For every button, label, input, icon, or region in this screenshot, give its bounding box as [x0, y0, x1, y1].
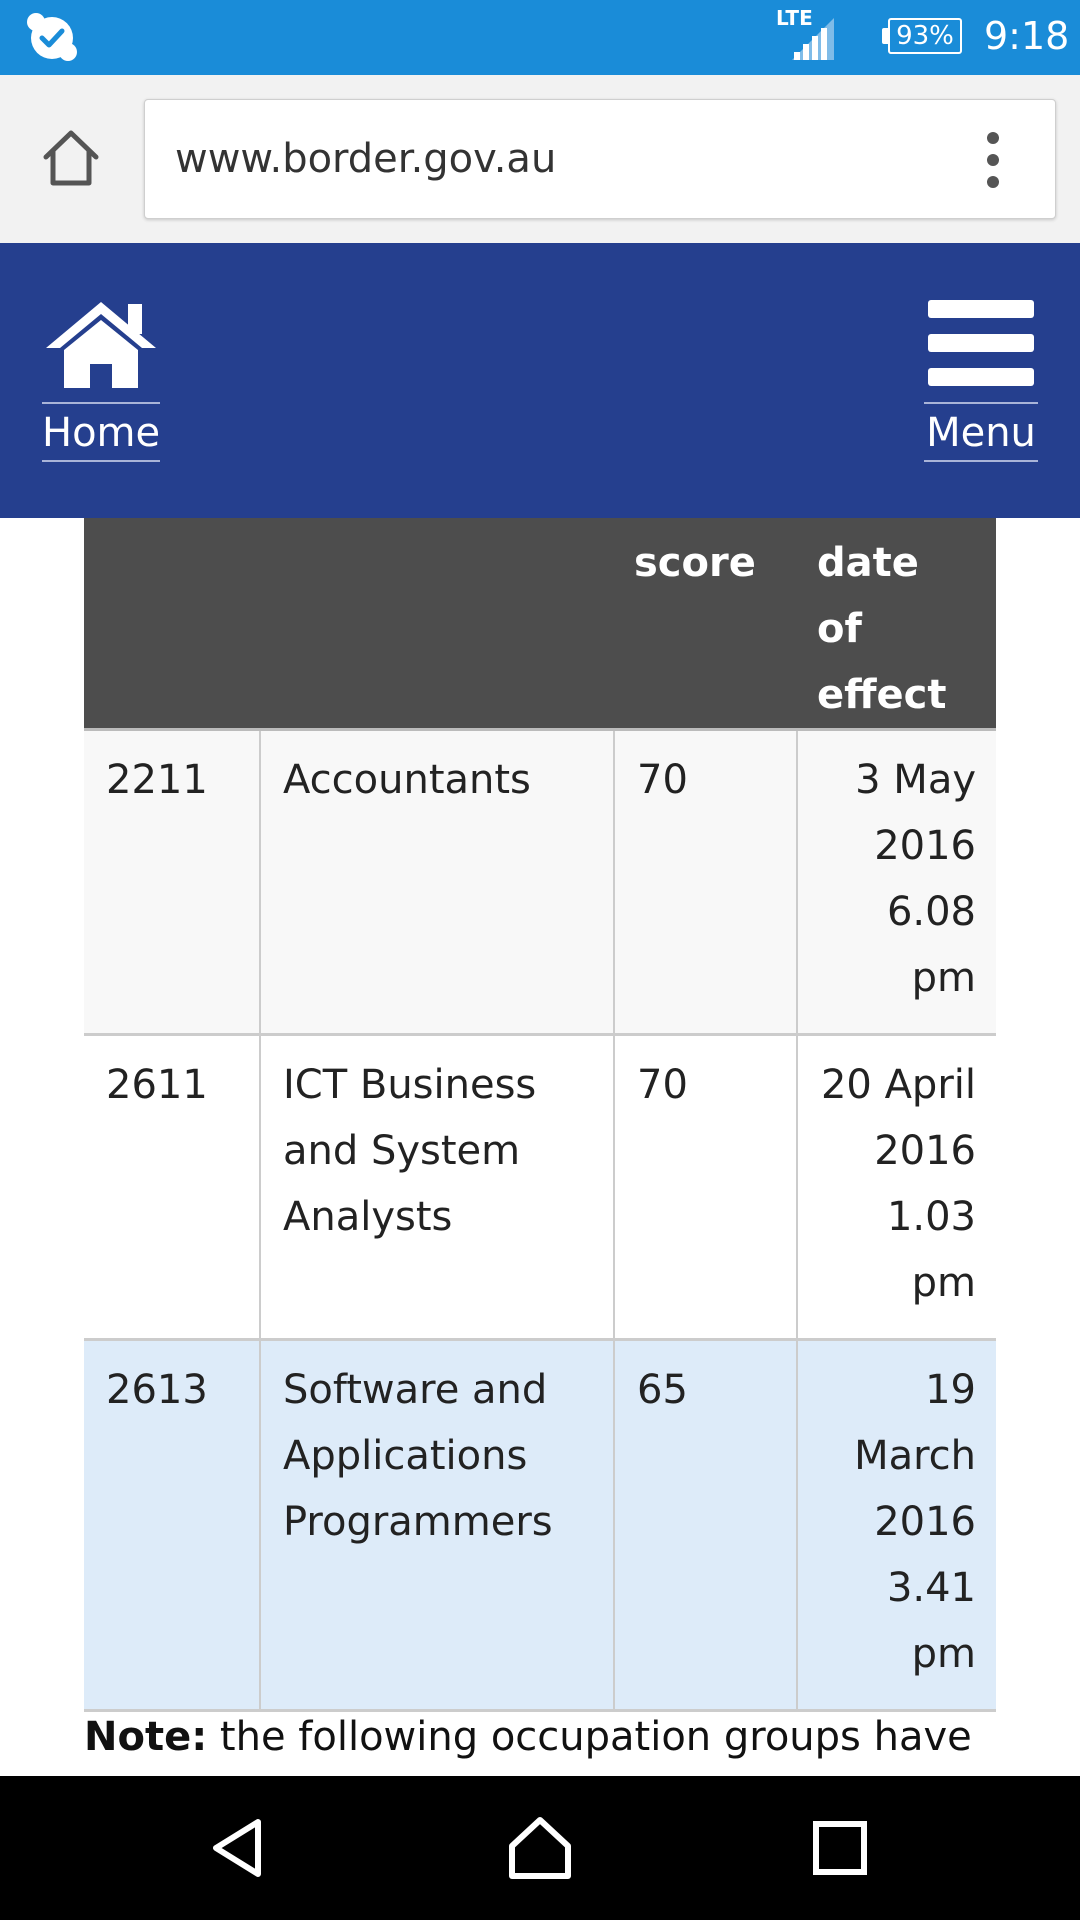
- cell-score: 70: [614, 730, 797, 1035]
- table-row: [84, 1340, 996, 1711]
- home-label: Home: [42, 402, 160, 462]
- cell-score: 65: [614, 1340, 797, 1711]
- cell-score: 70: [614, 1035, 797, 1340]
- note-paragraph: [84, 1714, 972, 1760]
- status-bar: [0, 0, 1080, 75]
- menu-label: Menu: [924, 402, 1038, 462]
- header-code: [84, 518, 260, 730]
- hamburger-menu-icon: [928, 298, 1034, 390]
- cell-code: 2611: [84, 1035, 260, 1340]
- clock: 9:18: [984, 14, 1070, 58]
- cell-date: 20 April 2016 1.03 pm: [797, 1035, 996, 1340]
- url-text[interactable]: www.border.gov.au: [175, 136, 557, 182]
- note-text: the following occupation groups have: [219, 1714, 972, 1760]
- url-bar[interactable]: [144, 99, 1056, 219]
- home-icon[interactable]: [40, 127, 102, 189]
- back-icon[interactable]: [208, 1816, 272, 1880]
- cell-date: 19 March 2016 3.41 pm: [797, 1340, 996, 1711]
- table-row: [84, 1035, 996, 1340]
- system-nav-bar: [0, 1776, 1080, 1920]
- cell-occupation: Software and Applications Programmers: [260, 1340, 614, 1711]
- skype-icon: [26, 12, 78, 62]
- cell-code: 2613: [84, 1340, 260, 1711]
- home-icon[interactable]: [508, 1816, 572, 1880]
- network-type: LTE: [776, 6, 813, 30]
- home-icon: [42, 298, 160, 390]
- cell-occupation: ICT Business and System Analysts: [260, 1035, 614, 1340]
- site-header: [0, 243, 1080, 518]
- recents-icon[interactable]: [808, 1816, 872, 1880]
- table-row: [84, 730, 996, 1035]
- battery-icon: [882, 18, 964, 56]
- header-score: score: [614, 518, 797, 730]
- cell-date: 3 May 2016 6.08 pm: [797, 730, 996, 1035]
- note-label: Note:: [84, 1714, 208, 1760]
- header-date-of-effect: date of effect: [797, 518, 996, 730]
- menu-button[interactable]: [924, 298, 1038, 458]
- browser-toolbar: [0, 75, 1080, 244]
- signal-icon: [790, 16, 836, 62]
- header-occupation: [260, 518, 614, 730]
- occupation-table: [84, 518, 996, 1712]
- more-vert-icon[interactable]: [983, 130, 1003, 190]
- cell-code: 2211: [84, 730, 260, 1035]
- battery-level: 93%: [896, 21, 954, 51]
- table-header-row: [84, 518, 996, 730]
- home-nav-link[interactable]: [42, 298, 160, 458]
- cell-occupation: Accountants: [260, 730, 614, 1035]
